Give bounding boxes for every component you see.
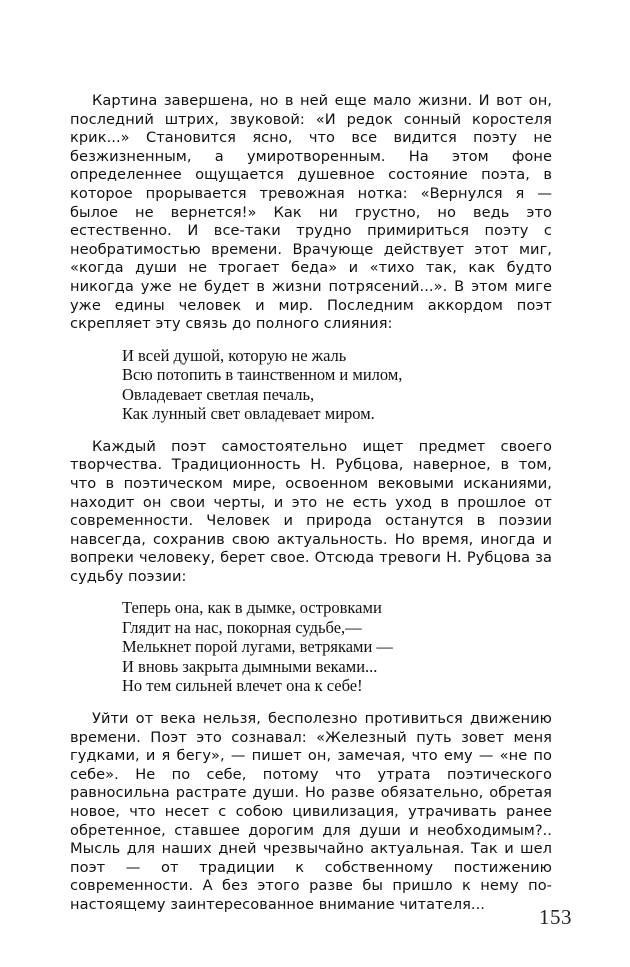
verse-line: Но тем сильней влечет она к себе! [122, 676, 363, 696]
verse-block-1 [70, 346, 552, 424]
paragraph-3: Уйти от века нельзя, бесполезно противиться движению времени. Поэт это сознавал: «Железный путь зовет меня гудками, и я бегу», — пишет он, замечая, что ему — «не по себе». Не по себе, потому что утрата поэтического равносильна растрате души. Но разве обязательно, обретая новое, что несет с собою цивилизация, утрачивать ранее обретенное, ставшее дорогим для души и необходимым?.. Мысль для наших дней чрезвычайно актуальная. Так и шел поэт — от традиции к собственному постижению современности. А без этого разве бы пришло к нему по-настоящему заинтересованное внимание читателя... [70, 709, 552, 913]
verse-line: Глядит на нас, покорная судьбе,— [122, 617, 362, 637]
verse-line: Всю потопить в таинственном и милом, [122, 365, 403, 385]
paragraph-2: Каждый поэт самостоятельно ищет предмет своего творчества. Традиционность Н. Рубцова, наверное, в том, что в поэтическом мире, освоенном вековыми исканиями, находит он свои черты, и это не есть уход в прошлое от современности. Человек и природа останутся в поэзии навсегда, сохранив свою актуальность. Но время, иногда и вопреки человеку, берет свое. Отсюда тревоги Н. Рубцова за судьбу поэзии: [70, 437, 552, 585]
page-body [70, 92, 552, 915]
verse-line: Овладевает светлая печаль, [122, 384, 315, 404]
verse-line: И всей душой, которую не жаль [122, 345, 347, 365]
page-number: 153 [539, 905, 572, 929]
verse-line: Мелькнет порой лугами, ветряками — [122, 637, 393, 657]
verse-line: Как лунный свет овладевает миром. [122, 404, 375, 424]
verse-block-2 [70, 598, 552, 696]
paragraph-1: Картина завершена, но в ней еще мало жизни. И вот он, последний штрих, звуковой: «И редок сонный коростеля крик...» Становится ясно, что все видится поэту не безжизненным, а умиротворенным. На этом фоне определеннее ощущается душевное состояние поэта, в которое прорывается тревожная нотка: «Вернулся я — былое не вернется!» Как ни грустно, но ведь это естественно. И все-таки трудно примириться поэту с необратимостью времени. Врачующе действует этот миг, «когда души не трогает беда» и «тихо так, как будто никогда уже не будет в жизни потрясений...». В этом миге уже едины человек и мир. Последним аккордом поэт скрепляет эту связь до полного слияния: [70, 92, 552, 333]
verse-line: Теперь она, как в дымке, островками [122, 598, 382, 618]
verse-line: И вновь закрыта дымными веками... [122, 656, 378, 676]
